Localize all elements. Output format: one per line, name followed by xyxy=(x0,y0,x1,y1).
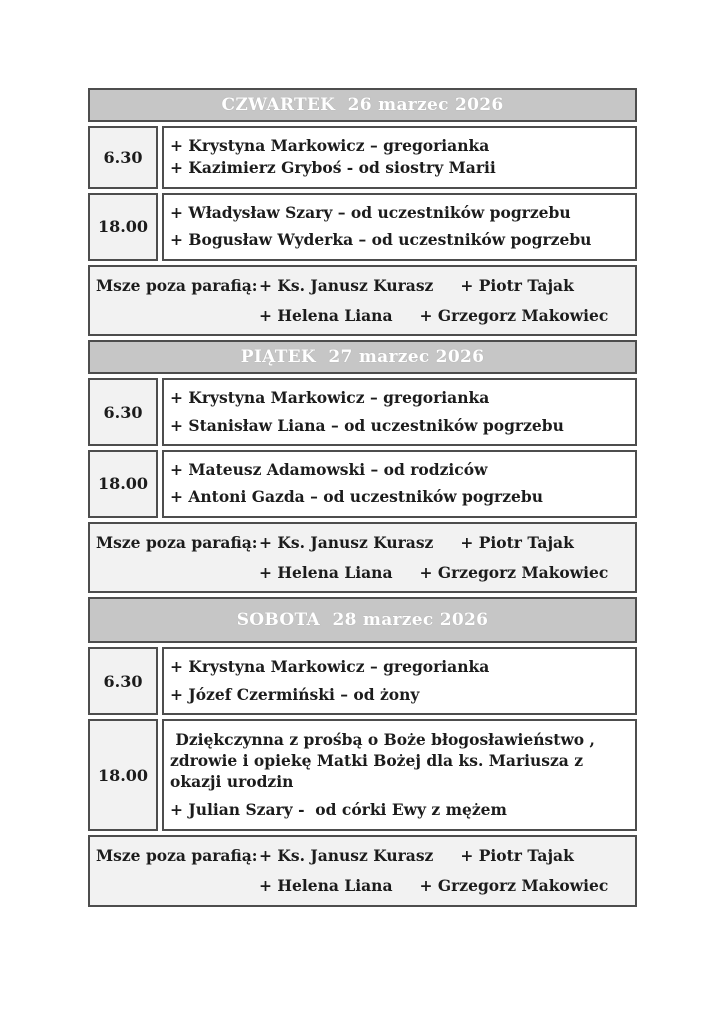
mass-time: 18.00 xyxy=(88,719,158,831)
outside-parish-line xyxy=(96,305,627,327)
intention-line: + Mateusz Adamowski – od rodziców xyxy=(170,459,488,479)
outside-parish-name: + Helena Liana xyxy=(259,562,393,582)
outside-parish-name: + Helena Liana xyxy=(259,875,393,895)
day-header-czwartek: CZWARTEK 26 marzec 2026 xyxy=(88,88,637,122)
intention-line: + Krystyna Markowicz – gregorianka xyxy=(170,136,490,156)
mass-row xyxy=(88,450,637,518)
mass-row xyxy=(88,647,637,715)
mass-time: 6.30 xyxy=(88,126,158,189)
mass-time: 6.30 xyxy=(88,647,158,715)
intention-line: + Krystyna Markowicz – gregorianka xyxy=(170,656,490,676)
outside-parish-name: + Ks. Janusz Kurasz xyxy=(259,846,434,866)
mass-time: 18.00 xyxy=(88,193,158,261)
mass-row xyxy=(88,719,637,831)
mass-intentions xyxy=(162,193,637,261)
intention-line: + Józef Czermiński – od żony xyxy=(170,684,420,704)
day-section-piatek xyxy=(88,340,637,593)
outside-parish-line xyxy=(96,275,627,297)
day-section-czwartek xyxy=(88,88,637,336)
mass-intentions xyxy=(162,126,637,189)
intention-line: + Bogusław Wyderka – od uczestników pogrzebu xyxy=(170,230,592,250)
outside-parish-label: Msze poza parafią: xyxy=(96,532,258,552)
mass-intentions xyxy=(162,647,637,715)
outside-parish-name: + Ks. Janusz Kurasz xyxy=(259,532,434,552)
outside-parish-line xyxy=(96,845,627,867)
outside-parish-name: + Helena Liana xyxy=(259,305,393,325)
mass-intentions xyxy=(162,450,637,518)
intention-line: + Stanisław Liana – od uczestników pogrzebu xyxy=(170,415,564,435)
mass-time: 18.00 xyxy=(88,450,158,518)
outside-parish-label: Msze poza parafią: xyxy=(96,275,258,295)
mass-intentions xyxy=(162,719,637,831)
outside-parish-name: + Grzegorz Makowiec xyxy=(419,562,609,582)
outside-parish-row xyxy=(88,265,637,336)
intention-line: + Antoni Gazda – od uczestników pogrzebu xyxy=(170,487,543,507)
mass-schedule-table xyxy=(88,88,637,907)
outside-parish-label: Msze poza parafią: xyxy=(96,846,258,866)
intention-line: + Władysław Szary – od uczestników pogrzebu xyxy=(170,202,571,222)
outside-parish-row xyxy=(88,522,637,593)
mass-intentions xyxy=(162,378,637,446)
outside-parish-line xyxy=(96,562,627,584)
outside-parish-name: + Piotr Tajak xyxy=(460,846,574,866)
intention-line: + Kazimierz Gryboś - od siostry Marii xyxy=(170,158,496,177)
mass-time: 6.30 xyxy=(88,378,158,446)
outside-parish-line xyxy=(96,532,627,554)
day-section-sobota xyxy=(88,597,637,906)
outside-parish-name: + Ks. Janusz Kurasz xyxy=(259,275,434,295)
outside-parish-line xyxy=(96,875,627,897)
day-header-piatek: PIĄTEK 27 marzec 2026 xyxy=(88,340,637,374)
outside-parish-name: + Grzegorz Makowiec xyxy=(419,305,609,325)
intention-line: + Julian Szary - od córki Ewy z mężem xyxy=(170,799,507,819)
intention-line: Dziękczynna z prośbą o Boże błogosławieństwo , zdrowie i opiekę Matki Bożej dla ks. Mariusza z okazji urodzin xyxy=(170,729,601,791)
mass-row xyxy=(88,126,637,189)
outside-parish-row xyxy=(88,835,637,906)
outside-parish-name: + Piotr Tajak xyxy=(460,275,574,295)
day-header-sobota: SOBOTA 28 marzec 2026 xyxy=(88,597,637,643)
outside-parish-name: + Piotr Tajak xyxy=(460,532,574,552)
outside-parish-name: + Grzegorz Makowiec xyxy=(419,875,609,895)
intention-line: + Krystyna Markowicz – gregorianka xyxy=(170,387,490,407)
mass-row xyxy=(88,378,637,446)
mass-row xyxy=(88,193,637,261)
